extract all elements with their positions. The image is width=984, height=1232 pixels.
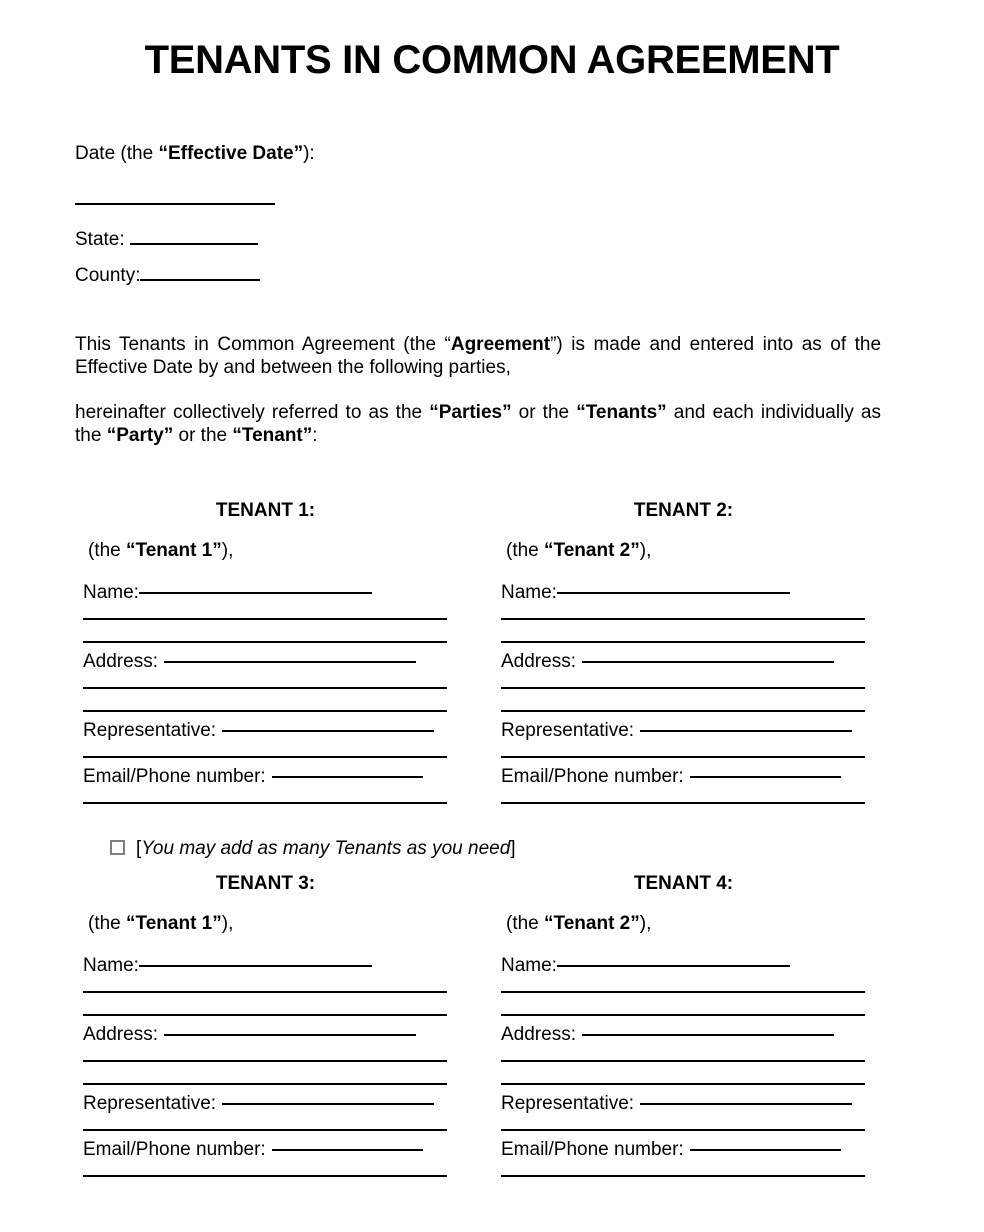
- parties-part-a: hereinafter collectively referred to as the: [75, 402, 430, 423]
- tenant-3-representative-label: Representative:: [83, 1093, 217, 1114]
- tenant-4-name-input-2[interactable]: [501, 991, 865, 993]
- tenant-4-subtitle: [506, 913, 866, 935]
- note-close-bracket: ]: [510, 838, 516, 859]
- tenant-3-email-input-2[interactable]: [83, 1175, 447, 1177]
- tenant-1-address-input-2[interactable]: [83, 687, 447, 689]
- tenant-4-email-input-2[interactable]: [501, 1175, 865, 1177]
- header-fields: [75, 143, 575, 287]
- tenant-2-name-extra-2: [501, 624, 866, 647]
- tenant-4-representative-input[interactable]: [640, 1089, 852, 1105]
- tenant-block-4: [501, 873, 866, 1181]
- tenant-3-address-label: Address:: [83, 1024, 158, 1045]
- state-label: State:: [75, 229, 130, 250]
- tenant-block-2: [501, 500, 866, 808]
- add-tenants-note: [110, 838, 516, 860]
- tenant-4-address-extra-2: [501, 1066, 866, 1089]
- tenant-4-sub-post: ),: [639, 913, 652, 934]
- tenant-4-name-input[interactable]: [557, 951, 790, 967]
- tenant-1-email-row: [83, 762, 448, 785]
- tenant-3-name-input-2[interactable]: [83, 991, 447, 993]
- tenant-2-email-label: Email/Phone number:: [501, 766, 684, 787]
- tenant-3-sub-pre: (the: [88, 913, 127, 934]
- party-term: “Party”: [106, 425, 174, 446]
- tenant-2-representative-label: Representative:: [501, 720, 635, 741]
- tenant-4-email-label: Email/Phone number:: [501, 1139, 684, 1160]
- parties-term: “Parties”: [429, 402, 512, 423]
- intro-part-c: ”) is made and entered into as of the Effective Date by and between the following parties,: [75, 334, 882, 378]
- tenant-1-email-input-2[interactable]: [83, 802, 447, 804]
- tenant-4-representative-row: [501, 1089, 866, 1112]
- tenant-3-representative-extra-1: [83, 1112, 448, 1135]
- tenant-4-sub-pre: (the: [506, 913, 545, 934]
- county-row: [75, 265, 575, 287]
- effective-date-input-row: [75, 191, 575, 213]
- tenant-2-representative-row: [501, 716, 866, 739]
- tenant-4-email-extra-1: [501, 1158, 866, 1181]
- intro-paragraph: [75, 333, 881, 379]
- tenant-4-name-row: [501, 951, 866, 974]
- add-tenants-checkbox[interactable]: [110, 840, 125, 855]
- tenant-4-email-row: [501, 1135, 866, 1158]
- tenant-2-email-extra-1: [501, 785, 866, 808]
- effective-date-label-post: ):: [303, 143, 315, 164]
- tenant-1-representative-input[interactable]: [222, 716, 434, 732]
- tenant-3-heading: TENANT 3:: [215, 873, 316, 894]
- tenant-2-sub-post: ),: [639, 540, 652, 561]
- tenant-1-name-input[interactable]: [139, 578, 372, 594]
- tenant-4-address-input-3[interactable]: [501, 1083, 865, 1085]
- county-input[interactable]: [140, 279, 260, 281]
- tenant-1-representative-extra-1: [83, 739, 448, 762]
- tenant-2-name-input-2[interactable]: [501, 618, 865, 620]
- tenant-3-address-extra-1: [83, 1043, 448, 1066]
- tenant-3-name-row: [83, 951, 448, 974]
- tenant-1-name-label: Name:: [83, 582, 139, 603]
- tenant-2-name-label: Name:: [501, 582, 557, 603]
- tenant-4-name-extra-2: [501, 997, 866, 1020]
- tenant-1-name-row: [83, 578, 448, 601]
- tenant-4-name-label: Name:: [501, 955, 557, 976]
- tenant-2-name-extra-1: [501, 601, 866, 624]
- tenant-block-1: [83, 500, 448, 808]
- tenant-4-name-input-3[interactable]: [501, 1014, 865, 1016]
- tenant-3-sub-post: ),: [221, 913, 234, 934]
- tenant-1-address-row: [83, 647, 448, 670]
- tenant-4-address-row: [501, 1020, 866, 1043]
- tenant-1-address-extra-1: [83, 670, 448, 693]
- tenant-2-heading: TENANT 2:: [633, 500, 734, 521]
- tenant-1-sub-pre: (the: [88, 540, 127, 561]
- parties-part-c: or the: [511, 402, 577, 423]
- tenant-term: “Tenant”: [232, 425, 313, 446]
- effective-date-input[interactable]: [75, 203, 275, 205]
- tenant-2-name-input-3[interactable]: [501, 641, 865, 643]
- tenant-4-representative-label: Representative:: [501, 1093, 635, 1114]
- note-open-bracket: [: [136, 838, 142, 859]
- tenant-3-address-row: [83, 1020, 448, 1043]
- tenant-1-term: “Tenant 1”: [126, 540, 222, 561]
- tenant-1-name-extra-2: [83, 624, 448, 647]
- tenant-2-address-label: Address:: [501, 651, 576, 672]
- tenant-3-email-row: [83, 1135, 448, 1158]
- effective-date-label-pre: Date (the: [75, 143, 159, 164]
- tenant-3-name-extra-1: [83, 974, 448, 997]
- tenant-2-representative-input[interactable]: [640, 716, 852, 732]
- county-label: County:: [75, 265, 141, 286]
- tenant-4-representative-extra-1: [501, 1112, 866, 1135]
- tenant-3-address-input[interactable]: [164, 1020, 416, 1036]
- tenant-2-representative-extra-1: [501, 739, 866, 762]
- tenant-1-name-extra-1: [83, 601, 448, 624]
- tenant-1-address-input[interactable]: [164, 647, 416, 663]
- tenant-4-address-extra-1: [501, 1043, 866, 1066]
- tenant-block-3: [83, 873, 448, 1181]
- tenant-1-name-input-3[interactable]: [83, 641, 447, 643]
- tenant-2-name-row: [501, 578, 866, 601]
- tenant-1-name-input-2[interactable]: [83, 618, 447, 620]
- tenant-2-email-input[interactable]: [690, 762, 841, 778]
- tenant-3-email-label: Email/Phone number:: [83, 1139, 266, 1160]
- tenant-2-address-row: [501, 647, 866, 670]
- tenant-1-representative-label: Representative:: [83, 720, 217, 741]
- tenant-2-sub-pre: (the: [506, 540, 545, 561]
- tenant-3-name-extra-2: [83, 997, 448, 1020]
- tenant-4-name-extra-1: [501, 974, 866, 997]
- tenant-4-address-input-2[interactable]: [501, 1060, 865, 1062]
- tenant-3-subtitle: [88, 913, 448, 935]
- tenant-2-name-input[interactable]: [557, 578, 790, 594]
- tenant-1-representative-row: [83, 716, 448, 739]
- page-title: TENANTS IN COMMON AGREEMENT: [144, 38, 840, 82]
- add-tenants-note-text: [136, 838, 516, 859]
- tenant-3-term: “Tenant 1”: [126, 913, 222, 934]
- tenant-3-representative-input-2[interactable]: [83, 1129, 447, 1131]
- intro-part-a: This Tenants in Common Agreement (the “: [75, 334, 451, 355]
- tenant-4-term: “Tenant 2”: [544, 913, 640, 934]
- tenant-3-email-extra-1: [83, 1158, 448, 1181]
- tenant-2-address-input-2[interactable]: [501, 687, 865, 689]
- tenant-1-address-label: Address:: [83, 651, 158, 672]
- parties-paragraph: [75, 401, 881, 447]
- agreement-term: Agreement: [450, 334, 551, 355]
- tenant-2-representative-input-2[interactable]: [501, 756, 865, 758]
- tenant-3-address-extra-2: [83, 1066, 448, 1089]
- tenant-4-address-label: Address:: [501, 1024, 576, 1045]
- tenant-1-heading: TENANT 1:: [215, 500, 316, 521]
- parties-part-e: and each individually as the: [75, 402, 881, 446]
- note-body: You may add as many Tenants as you need: [141, 838, 511, 859]
- state-row: [75, 229, 575, 251]
- effective-date-label: [75, 143, 575, 165]
- tenant-2-email-input-2[interactable]: [501, 802, 865, 804]
- tenant-1-address-extra-2: [83, 693, 448, 716]
- tenant-3-representative-row: [83, 1089, 448, 1112]
- tenant-2-term: “Tenant 2”: [544, 540, 640, 561]
- tenant-3-address-input-3[interactable]: [83, 1083, 447, 1085]
- tenant-4-address-input[interactable]: [582, 1020, 834, 1036]
- tenant-1-email-extra-1: [83, 785, 448, 808]
- tenant-3-address-input-2[interactable]: [83, 1060, 447, 1062]
- tenant-2-email-row: [501, 762, 866, 785]
- tenant-4-representative-input-2[interactable]: [501, 1129, 865, 1131]
- effective-date-term: “Effective Date”: [158, 143, 304, 164]
- tenant-2-address-input-3[interactable]: [501, 710, 865, 712]
- parties-part-i: :: [312, 425, 318, 446]
- state-input[interactable]: [130, 243, 258, 245]
- tenant-3-name-input-3[interactable]: [83, 1014, 447, 1016]
- tenant-2-subtitle: [506, 540, 866, 562]
- tenant-1-email-label: Email/Phone number:: [83, 766, 266, 787]
- tenant-3-name-input[interactable]: [139, 951, 372, 967]
- tenant-1-subtitle: [88, 540, 448, 562]
- tenant-1-email-input[interactable]: [272, 762, 423, 778]
- tenant-2-address-extra-2: [501, 693, 866, 716]
- tenant-1-representative-input-2[interactable]: [83, 756, 447, 758]
- tenant-2-address-extra-1: [501, 670, 866, 693]
- tenant-3-representative-input[interactable]: [222, 1089, 434, 1105]
- tenant-3-name-label: Name:: [83, 955, 139, 976]
- parties-part-g: or the: [173, 425, 233, 446]
- tenant-4-email-input[interactable]: [690, 1135, 841, 1151]
- tenant-1-address-input-3[interactable]: [83, 710, 447, 712]
- tenant-1-sub-post: ),: [221, 540, 234, 561]
- tenant-2-address-input[interactable]: [582, 647, 834, 663]
- tenant-3-email-input[interactable]: [272, 1135, 423, 1151]
- tenants-term: “Tenants”: [576, 402, 667, 423]
- tenant-4-heading: TENANT 4:: [633, 873, 734, 894]
